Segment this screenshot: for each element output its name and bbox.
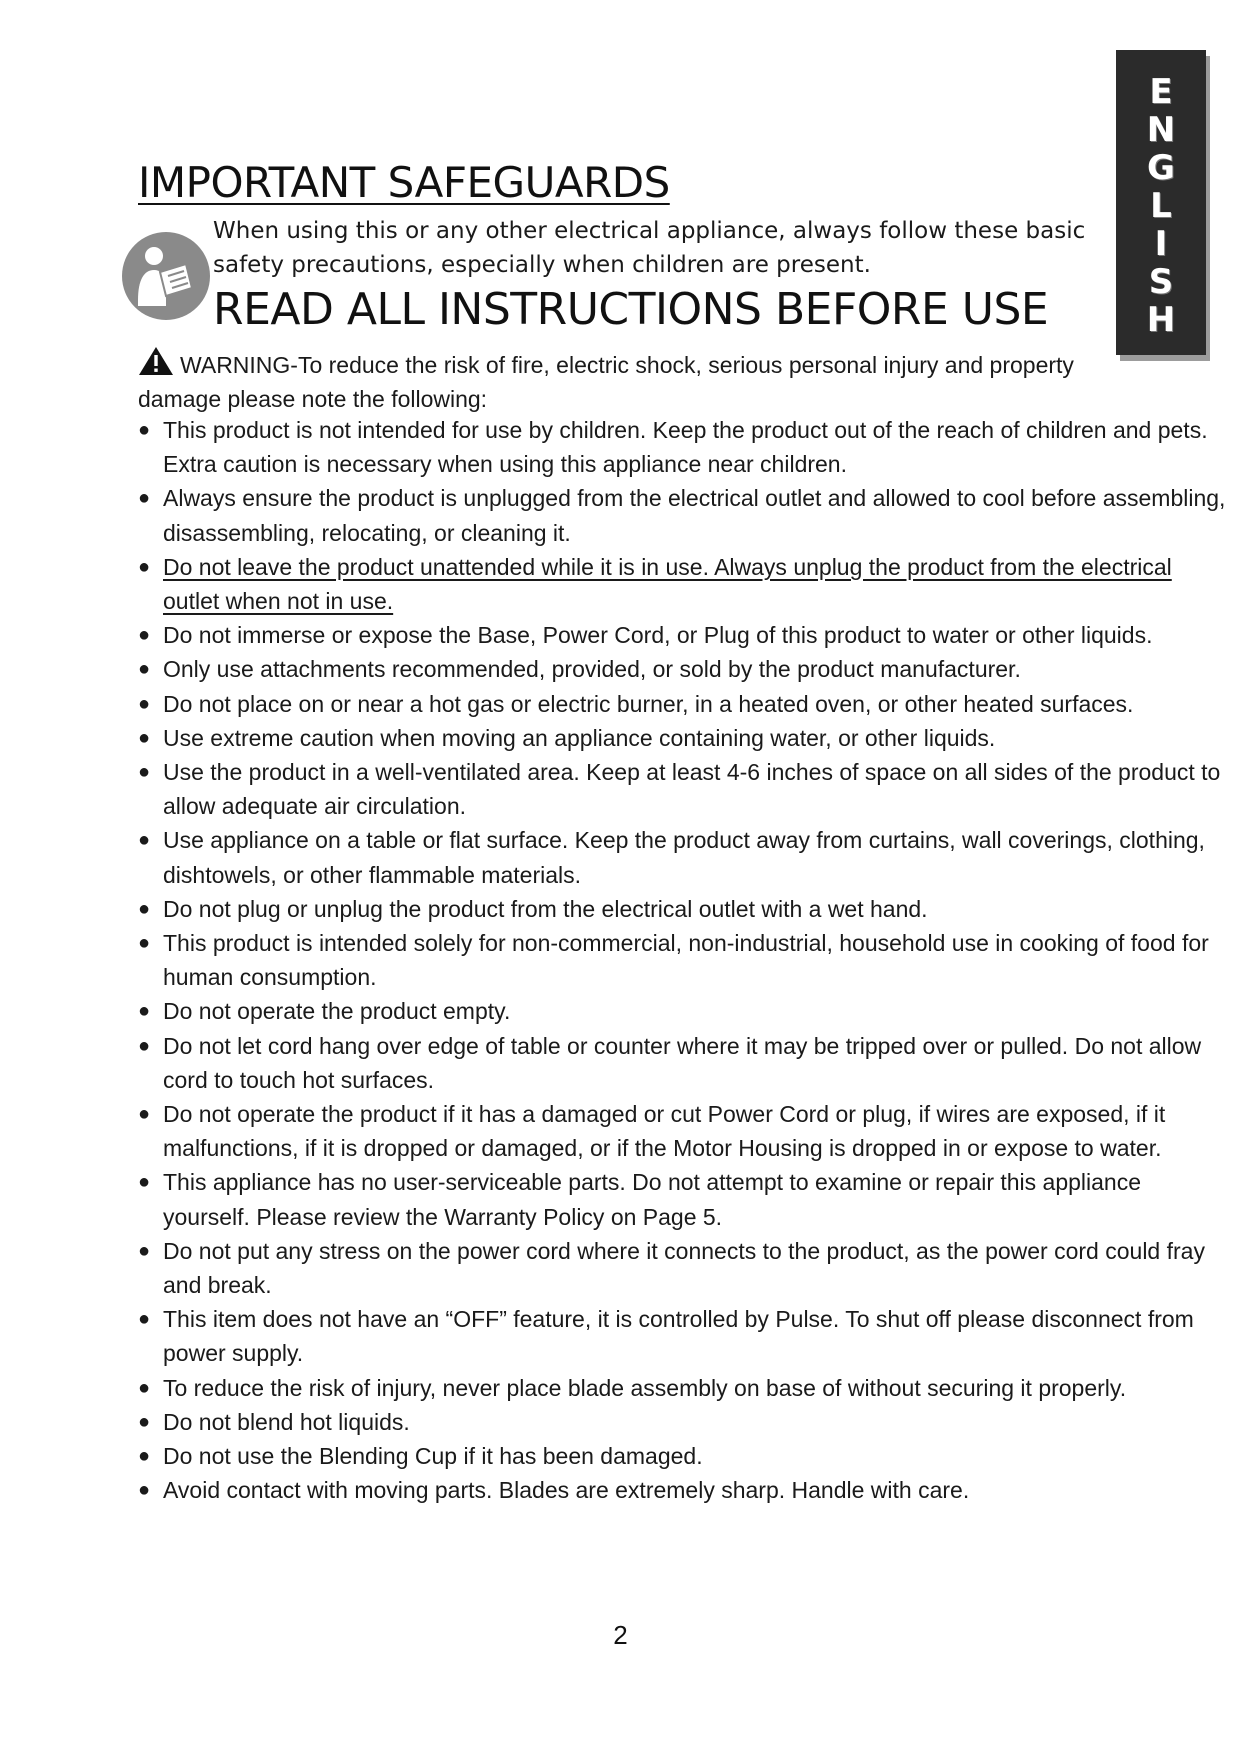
bullet-icon: ● [138, 1103, 151, 1126]
page-title: IMPORTANT SAFEGUARDS [138, 158, 670, 207]
language-tab-letter: N [1146, 109, 1176, 150]
bullet-icon: ● [138, 1410, 151, 1433]
safeguard-text: Use extreme caution when moving an appliance containing water, or other liquids. [163, 724, 996, 751]
safeguard-item [138, 926, 1228, 994]
language-tab-letter: G [1147, 147, 1175, 188]
bullet-icon: ● [138, 658, 151, 681]
safeguard-item [138, 755, 1228, 823]
bullet-icon: ● [138, 1034, 151, 1057]
safeguard-item [138, 721, 1228, 755]
safeguard-text: Do not leave the product unattended while it is in use. Always unplug the product from the electrical outlet when not in use. [163, 553, 1172, 615]
language-tab-letter: L [1150, 185, 1172, 226]
bullet-icon: ● [138, 624, 151, 647]
safeguard-item [138, 652, 1228, 686]
safeguard-item [138, 481, 1228, 549]
safeguard-item [138, 1165, 1228, 1233]
safeguard-item [138, 1473, 1228, 1507]
safeguard-item [138, 1029, 1228, 1097]
language-tab-letter: I [1154, 223, 1168, 264]
bullet-icon: ● [138, 1239, 151, 1262]
safeguard-text: Do not place on or near a hot gas or electric burner, in a heated oven, or other heated surfaces. [163, 690, 1134, 717]
safeguard-text: This product is intended solely for non-commercial, non-industrial, household use in cooking of food for human consumption. [163, 930, 1209, 991]
safeguard-item [138, 823, 1228, 891]
safeguard-item [138, 550, 1228, 618]
safeguard-text: Do not put any stress on the power cord where it connects to the product, as the power cord could fray and break. [163, 1237, 1205, 1299]
safeguard-item [138, 1097, 1228, 1165]
language-tab [1116, 50, 1206, 355]
safeguard-list [138, 413, 1228, 1508]
bullet-icon: ● [138, 555, 151, 578]
safeguard-item [138, 1234, 1228, 1302]
bullet-icon: ● [138, 829, 151, 852]
language-tab-letter: E [1149, 71, 1173, 112]
bullet-icon: ● [138, 1308, 151, 1331]
safeguard-item [138, 1405, 1228, 1439]
safeguard-text: This appliance has no user-serviceable parts. Do not attempt to examine or repair this appliance yourself. Please review the Warranty Policy on Page 5. [163, 1169, 1142, 1230]
safeguard-item [138, 1371, 1228, 1405]
safeguard-text: Avoid contact with moving parts. Blades are extremely sharp. Handle with care. [163, 1477, 970, 1504]
safeguard-text: Do not operate the product empty. [163, 998, 511, 1025]
safeguard-item [138, 994, 1228, 1028]
bullet-icon: ● [138, 726, 151, 749]
safeguard-text: This item does not have an “OFF” feature, it is controlled by Pulse. To shut off please disconnect from power supply. [163, 1306, 1194, 1367]
safeguard-item [138, 687, 1228, 721]
language-tab-letter: H [1146, 299, 1176, 340]
bullet-icon: ● [138, 932, 151, 955]
safeguard-item [138, 618, 1228, 652]
safeguard-text: Do not blend hot liquids. [163, 1408, 410, 1435]
safeguard-text: Do not operate the product if it has a damaged or cut Power Cord or plug, if wires are exposed, if it malfunctions, if it is dropped or damaged, or if the Motor Housing is dropped in or expose to water. [163, 1101, 1166, 1162]
warning-triangle-icon [138, 346, 174, 376]
bullet-icon: ● [138, 1479, 151, 1502]
bullet-icon: ● [138, 692, 151, 715]
page-number: 2 [613, 1620, 628, 1650]
safeguard-text: Do not plug or unplug the product from the electrical outlet with a wet hand. [163, 895, 928, 922]
warning-notice [138, 346, 1098, 416]
safeguard-text: Use the product in a well-ventilated area. Keep at least 4-6 inches of space on all sides of the product to allow adequate air circulation. [163, 759, 1221, 820]
bullet-icon: ● [138, 1000, 151, 1023]
intro-text: When using this or any other electrical appliance, always follow these basic safety precautions, especially when children are present. [213, 218, 1086, 278]
safeguard-text: Always ensure the product is unplugged from the electrical outlet and allowed to cool before assembling, disassembling, relocating, or cleaning it. [163, 485, 1226, 546]
bullet-icon: ● [138, 419, 151, 441]
safeguard-item [138, 413, 1228, 481]
safeguard-text: Do not let cord hang over edge of table or counter where it may be tripped over or pulled. Do not allow cord to touch hot surfaces. [163, 1032, 1202, 1093]
safeguard-text: Do not immerse or expose the Base, Power Cord, or Plug of this product to water or other liquids. [163, 622, 1153, 649]
safeguard-text: To reduce the risk of injury, never place blade assembly on base of without securing it properly. [163, 1374, 1127, 1401]
language-tab-letter: S [1148, 261, 1174, 302]
safeguard-text: Use appliance on a table or flat surface. Keep the product away from curtains, wall coverings, clothing, dishtowels, or other flammable materials. [163, 827, 1205, 888]
bullet-icon: ● [138, 761, 151, 784]
bullet-icon: ● [138, 1171, 151, 1194]
bullet-icon: ● [138, 487, 151, 510]
safeguard-text: Do not use the Blending Cup if it has been damaged. [163, 1443, 703, 1470]
safeguard-item [138, 1302, 1228, 1370]
bullet-icon: ● [138, 1376, 151, 1399]
bullet-icon: ● [138, 897, 151, 920]
read-manual-icon [120, 230, 212, 322]
page-subtitle: READ ALL INSTRUCTIONS BEFORE USE [213, 284, 1049, 335]
safeguard-item [138, 892, 1228, 926]
safeguard-item [138, 1439, 1228, 1473]
warning-text: WARNING-To reduce the risk of fire, electric shock, serious personal injury and property damage please note the following: [138, 352, 1074, 412]
safeguard-text: This product is not intended for use by children. Keep the product out of the reach of children and pets. Extra caution is necessary when using this appliance near children. [163, 417, 1208, 478]
bullet-icon: ● [138, 1445, 151, 1468]
safeguard-text: Only use attachments recommended, provided, or sold by the product manufacturer. [163, 656, 1021, 683]
